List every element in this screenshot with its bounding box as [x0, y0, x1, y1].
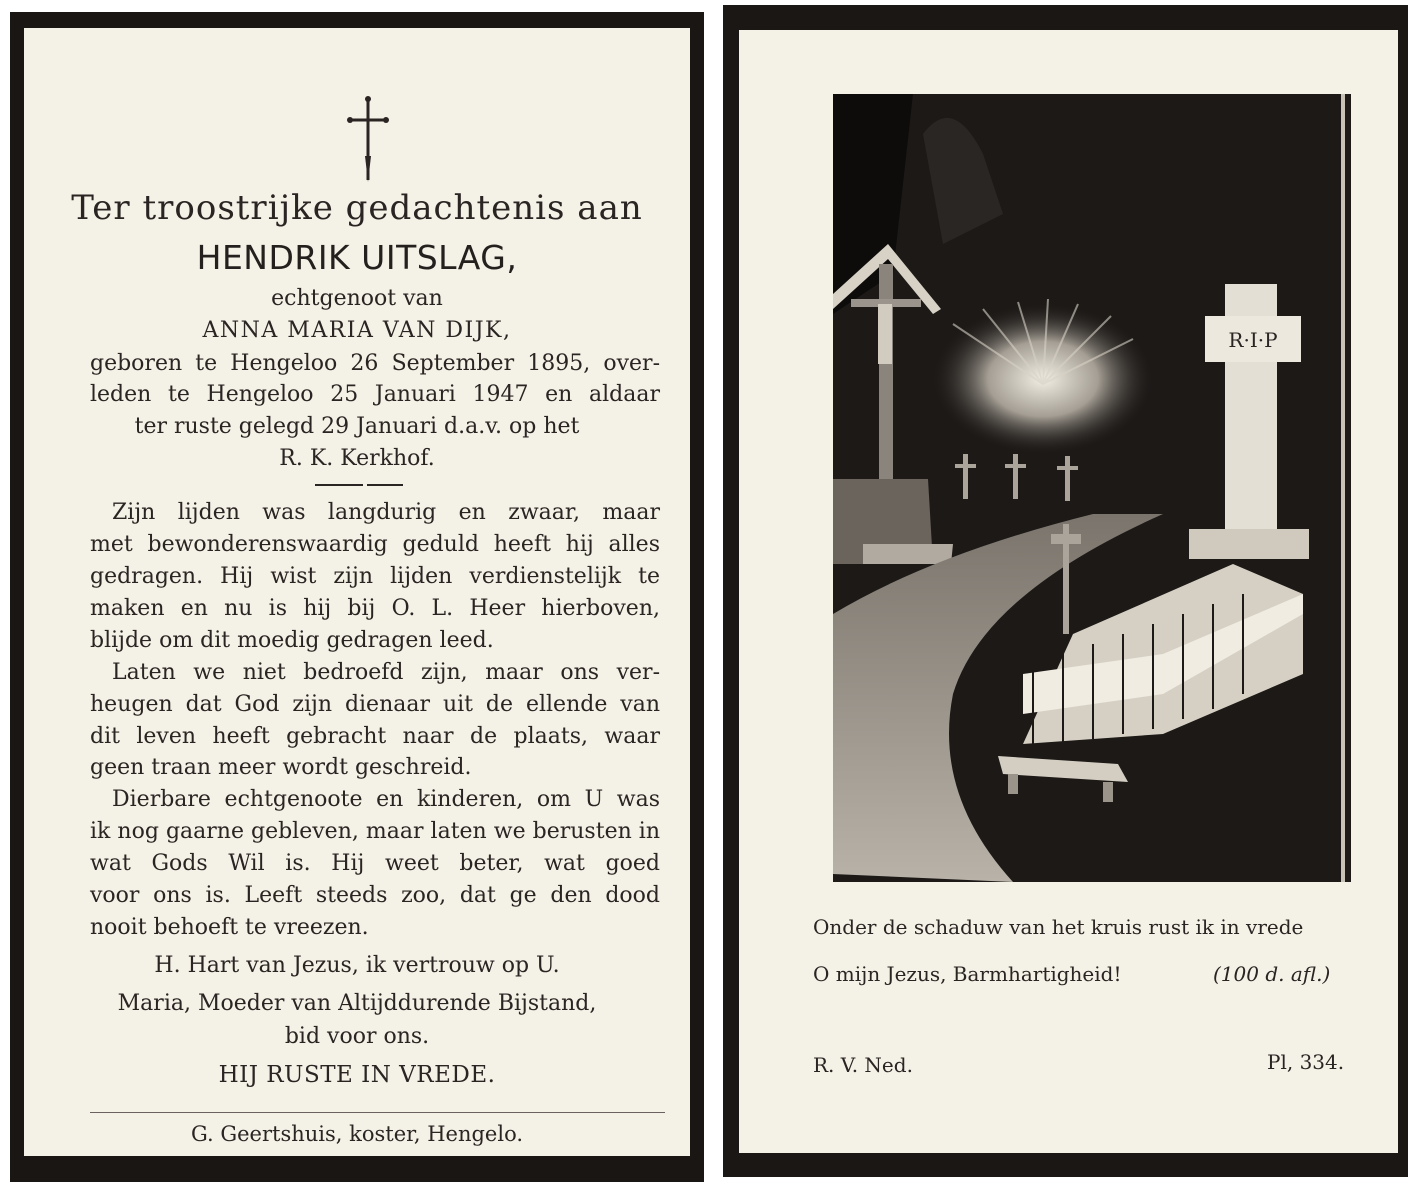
divider — [315, 484, 363, 486]
publisher: R. V. Ned. — [813, 1053, 913, 1077]
text-line: blijde om dit moedig gedragen leed. — [90, 628, 494, 653]
text-line: Zijn lijden was langdurig en zwaar, maar — [112, 500, 660, 525]
printer-credit: G. Geertshuis, koster, Hengelo. — [190, 1122, 524, 1146]
text-line: wat Gods Wil is. Hij weet beter, wat goed — [90, 851, 660, 876]
text-line: heugen dat God zijn dienaar uit de ellende van — [90, 692, 660, 717]
footer-divider — [90, 1112, 665, 1113]
indulgence-note: (100 d. afl.) — [1213, 962, 1331, 986]
prayer-line: Maria, Moeder van Altijddurende Bijstand, — [117, 991, 597, 1016]
prayer-line: bid voor ons. — [284, 1024, 430, 1049]
cross-icon — [346, 96, 390, 182]
text-line: ik nog gaarne gebleven, maar laten we berusten in — [90, 819, 660, 844]
text-line: nooit behoeft te vreezen. — [90, 915, 369, 940]
text-line: geen traan meer wordt geschreid. — [90, 755, 472, 780]
memorial-card-image — [723, 5, 1408, 1177]
cross-inscription: R·I·P — [1228, 328, 1278, 352]
cemetery-illustration — [833, 94, 1351, 882]
text-line: Laten we niet bedroefd zijn, maar ons ver- — [112, 660, 660, 685]
spouse-intro: echtgenoot van — [271, 286, 443, 311]
verse-line: Onder de schaduw van het kruis rust ik in vrede — [813, 915, 1304, 939]
deceased-name: HENDRIK UITSLAG, — [196, 238, 518, 277]
verse-line: O mijn Jezus, Barmhartigheid! — [813, 962, 1122, 986]
text-line: dit leven heeft gebracht naar de plaats, waar — [90, 724, 660, 749]
heading: Ter troostrijke gedachtenis aan — [71, 188, 643, 228]
life-line: R. K. Kerkhof. — [279, 446, 435, 471]
text-line: gedragen. Hij wist zijn lijden verdienstelijk te — [90, 564, 660, 589]
life-line: leden te Hengeloo 25 Januari 1947 en aldaar — [90, 382, 660, 407]
spouse-name: ANNA MARIA VAN DIJK, — [202, 318, 512, 343]
memorial-card-text — [10, 12, 704, 1182]
divider — [367, 484, 403, 486]
life-line: ter ruste gelegd 29 Januari d.a.v. op het — [134, 414, 580, 439]
text-line: Dierbare echtgenoote en kinderen, om U was — [112, 787, 660, 812]
text-line: maken en nu is hij bij O. L. Heer hierboven, — [90, 596, 660, 621]
life-line: geboren te Hengeloo 26 September 1895, over- — [90, 351, 660, 376]
text-line: voor ons is. Leeft steeds zoo, dat ge den dood — [90, 883, 660, 908]
prayer-line: H. Hart van Jezus, ik vertrouw op U. — [154, 953, 560, 978]
closing-line: HIJ RUSTE IN VREDE. — [218, 1062, 496, 1088]
plate-number: Pl, 334. — [1267, 1050, 1345, 1074]
text-line: met bewonderenswaardig geduld heeft hij alles — [90, 532, 660, 557]
